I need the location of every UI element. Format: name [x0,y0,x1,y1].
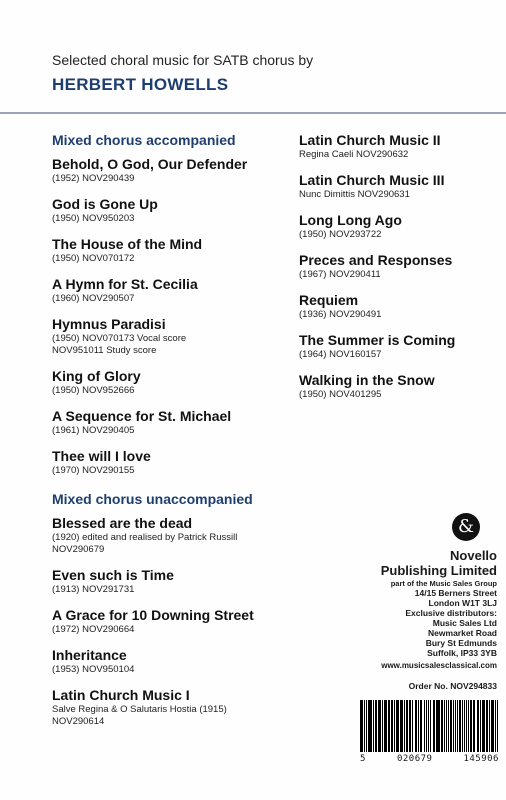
barcode-bar [434,700,435,752]
work-detail: (1970) NOV290155 [52,465,135,476]
work-title: Hymnus Paradisi [52,316,166,332]
barcode-bar [483,700,485,752]
work-title: King of Glory [52,368,141,384]
barcode-bar [416,700,417,752]
barcode-bar [360,700,362,752]
barcode-bar [444,700,445,752]
work-detail: (1972) NOV290664 [52,624,135,635]
list-item [52,687,292,728]
list-item [52,156,292,185]
work-title: A Hymn for St. Cecilia [52,276,198,292]
barcode-bar [436,700,439,752]
list-item [52,368,292,397]
work-title: Thee will I love [52,448,151,464]
work-detail: Regina Caeli NOV290632 [299,149,409,160]
barcode-bar [366,700,367,752]
barcode-bar [375,700,377,752]
work-title: The Summer is Coming [299,332,456,348]
work-detail: (1950) NOV950203 [52,213,135,224]
list-item [52,408,292,437]
barcode-bar [441,700,443,752]
barcode-bar [430,700,432,752]
list-item [52,647,292,676]
barcode-bar [457,700,458,752]
work-detail: NOV290679 [52,544,105,555]
address-line1: 14/15 Berners Street [414,588,497,598]
barcode-bar [412,700,414,752]
barcode-bar [420,700,423,752]
work-title: The House of the Mind [52,236,203,252]
work-detail: NOV951011 Study score [52,345,157,356]
barcode-bar [409,700,411,752]
distrib-line4: Suffolk, IP33 3YB [427,648,497,658]
work-detail: (1936) NOV290491 [299,309,382,320]
list-item [52,607,292,636]
barcode-bar [389,700,390,752]
barcode-bar [474,700,475,752]
barcode-digit-group: 145906 [463,754,499,764]
barcode-bar [404,700,405,752]
barcode [360,700,499,752]
list-item [299,332,499,361]
barcode-bar [391,700,393,752]
barcode-bar [371,700,372,752]
barcode-bar [426,700,427,752]
accompanied-list [52,156,292,477]
work-title: Behold, O God, Our Defender [52,156,248,172]
list-item [299,372,499,401]
work-detail: (1950) NOV952666 [52,385,135,396]
barcode-bar [394,700,395,752]
barcode-bar [477,700,480,752]
barcode-bar [462,700,463,752]
distrib-label: Exclusive distributors: [405,608,497,618]
barcode-bar [489,700,490,752]
work-detail: Salve Regina & O Salutaris Hostia (1915) [52,704,227,715]
barcode-bar [380,700,381,752]
list-item [52,567,292,596]
barcode-bar [466,700,468,752]
header [0,0,506,112]
list-item [52,276,292,305]
order-number: Order No. NOV294833 [408,681,497,691]
barcode-bar [497,700,498,752]
publisher-group: part of the Music Sales Group [390,579,497,588]
barcode-bar [459,700,462,752]
work-title: Requiem [299,292,359,308]
work-detail: (1960) NOV290507 [52,293,135,304]
unaccompanied-list [52,515,292,728]
publisher-name [277,548,497,578]
barcode-bar [448,700,450,752]
composer-name: HERBERT HOWELLS [52,75,229,94]
work-detail: (1964) NOV160157 [299,349,382,360]
work-detail: (1961) NOV290405 [52,425,135,436]
distrib-line1: Music Sales Ltd [432,618,497,628]
publisher-name-line1: Novello [450,548,497,563]
work-detail: (1967) NOV290411 [299,269,381,280]
barcode-bar [424,700,426,752]
address-line2: London W1T 3LJ [428,598,497,608]
work-detail: (1953) NOV950104 [52,664,135,675]
left-column [52,132,292,739]
barcode-bar [400,700,403,752]
page-subtitle: Selected choral music for SATB chorus by [52,52,314,68]
work-title: Walking in the Snow [299,372,435,388]
list-item [52,236,292,265]
barcode-bar [486,700,488,752]
work-detail: (1950) NOV401295 [299,389,382,400]
work-detail: Nunc Dimittis NOV290631 [299,189,410,200]
list-item [299,292,499,321]
barcode-digit-group: 5 [360,754,366,764]
barcode-digits [360,754,499,764]
barcode-bar [492,700,494,752]
work-title: Latin Church Music II [299,132,441,148]
work-title: A Sequence for St. Michael [52,408,232,424]
section-heading-unaccompanied: Mixed chorus unaccompanied [52,491,253,507]
barcode-bar [384,700,387,752]
work-detail: (1913) NOV291731 [52,584,135,595]
work-title: God is Gone Up [52,196,158,212]
barcode-bar [470,700,472,752]
barcode-bar [480,700,481,752]
list-item [52,515,292,556]
publisher-name-line2: Publishing Limited [380,563,497,578]
distrib-line3: Bury St Edmunds [425,638,497,648]
barcode-bar [450,700,452,752]
right-column [299,132,499,412]
work-detail: (1920) edited and realised by Patrick Russill [52,532,238,543]
publisher-website: www.musicsalesclassical.com [381,661,497,670]
work-detail: (1952) NOV290439 [52,173,135,184]
list-item [299,252,499,281]
barcode-digit-group: 020679 [396,754,433,764]
list-item [52,196,292,225]
barcode-bar [453,700,454,752]
work-title: Latin Church Music III [299,172,445,188]
work-detail: NOV290614 [52,716,105,727]
barcode-bar [378,700,380,752]
barcode-bar [407,700,408,752]
work-detail: (1950) NOV070172 [52,253,135,264]
barcode-bar [368,700,371,752]
right-list [299,132,499,401]
work-title: Inheritance [52,647,127,663]
barcode-bar [362,700,363,752]
novello-logo-icon: & [452,513,480,541]
work-detail: (1950) NOV293722 [299,229,382,240]
barcode-bar [439,700,440,752]
header-divider [0,112,506,114]
list-item [299,172,499,201]
work-title: A Grace for 10 Downing Street [52,607,254,623]
work-detail: (1950) NOV070173 Vocal score [52,333,187,344]
barcode-bar [397,700,399,752]
list-item [52,316,292,357]
list-item [52,448,292,477]
section-heading-accompanied: Mixed chorus accompanied [52,132,236,148]
distrib-line2: Newmarket Road [428,628,497,638]
publisher-address [277,588,497,608]
distributors [277,608,497,658]
list-item [299,212,499,241]
work-title: Even such is Time [52,567,174,583]
list-item [299,132,499,161]
work-title: Preces and Responses [299,252,453,268]
work-title: Long Long Ago [299,212,402,228]
work-title: Blessed are the dead [52,515,193,531]
work-title: Latin Church Music I [52,687,190,703]
